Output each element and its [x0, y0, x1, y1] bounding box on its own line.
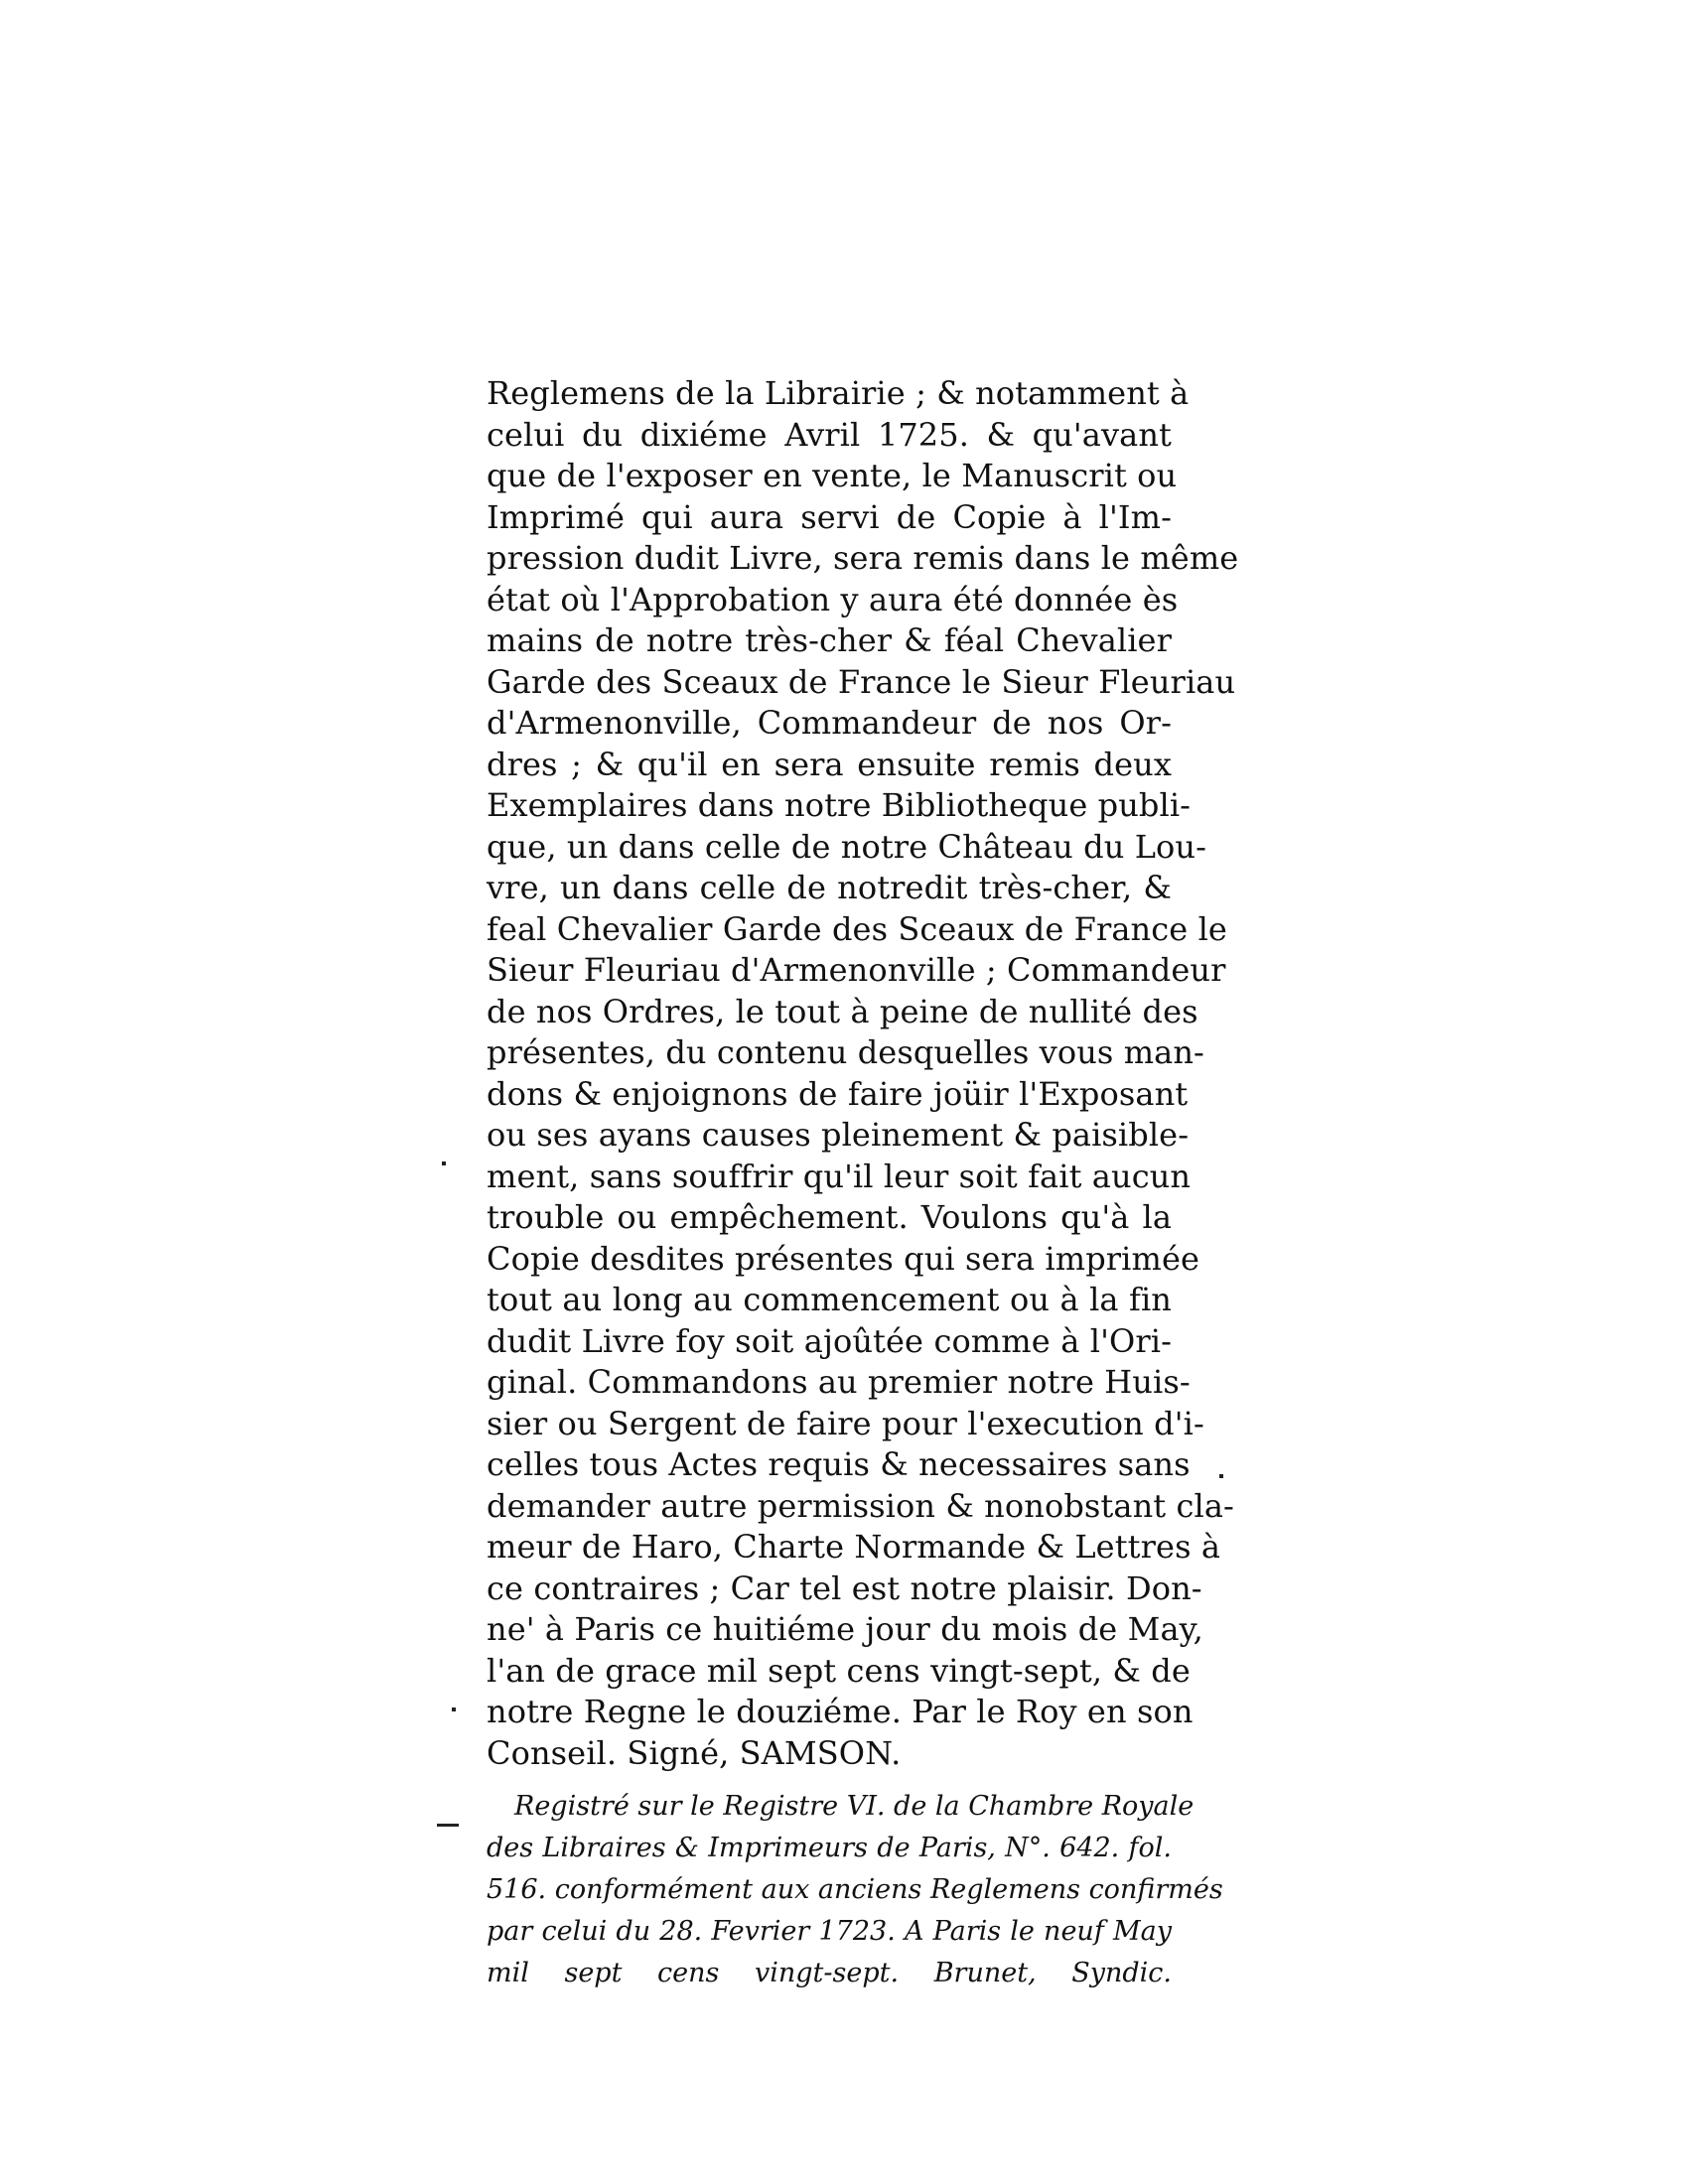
privilege-line: Reglemens de la Librairie ; & notamment à	[487, 374, 1190, 412]
page-speck-mark	[442, 1161, 446, 1165]
privilege-line: Garde des Sceaux de France le Sieur Fleuriau	[487, 662, 1236, 701]
privilege-line: Exemplaires dans notre Bibliotheque publi-	[487, 786, 1192, 824]
privilege-line: présentes, du contenu desquelles vous man-	[487, 1033, 1204, 1071]
registration-line: Registré sur le Registre VI. de la Chambre Royale	[514, 1791, 1195, 1822]
privilege-line: état où l'Approbation y aura été donnée ès	[487, 580, 1179, 618]
privilege-line: meur de Haro, Charte Normande & Lettres à	[487, 1528, 1221, 1566]
registration-line: 516. conformément aux anciens Reglemens confirmés	[487, 1874, 1223, 1905]
registration-line: par celui du 28. Fevrier 1723. A Paris le neuf May	[487, 1916, 1172, 1947]
privilege-line: d'Armenonville, Commandeur de nos Or-	[487, 704, 1172, 742]
page-speck-mark	[1219, 1474, 1223, 1478]
privilege-line: que de l'exposer en vente, le Manuscrit ou	[487, 457, 1178, 494]
privilege-line: de nos Ordres, le tout à peine de nullité des	[487, 992, 1198, 1030]
privilege-line: sier ou Sergent de faire pour l'execution d'i-	[487, 1404, 1204, 1442]
privilege-line: dons & enjoignons de faire joüir l'Exposant	[487, 1074, 1189, 1113]
privilege-line: ne' à Paris ce huitiéme jour du mois de May,	[487, 1610, 1203, 1648]
privilege-line: dres ; & qu'il en sera ensuite remis deux	[487, 745, 1172, 783]
privilege-line: Sieur Fleuriau d'Armenonville ; Commandeur	[487, 951, 1226, 989]
privilege-text-block	[487, 373, 1239, 1994]
privilege-line: ce contraires ; Car tel est notre plaisir. Don-	[487, 1569, 1202, 1607]
privilege-line: vre, un dans celle de notredit très-cher, &	[487, 869, 1172, 906]
registration-line: des Libraires & Imprimeurs de Paris, N°. 642. fol.	[487, 1833, 1172, 1863]
privilege-line: que, un dans celle de notre Château du Lou-	[487, 827, 1207, 866]
privilege-line: trouble ou empêchement. Voulons qu'à la	[487, 1198, 1172, 1236]
page-speck-mark	[452, 1707, 456, 1711]
registration-signature-line: mil sept cens vingt-sept. Brunet, Syndic.	[487, 1958, 1172, 1988]
privilege-line: pression dudit Livre, sera remis dans le même	[487, 539, 1239, 577]
registration-note	[487, 1786, 1223, 1994]
privilege-line: tout au long au commencement ou à la fin	[487, 1281, 1172, 1318]
privilege-line: feal Chevalier Garde des Sceaux de France le	[487, 909, 1227, 948]
privilege-line: celles tous Actes requis & necessaires sans	[487, 1445, 1191, 1483]
privilege-line: demander autre permission & nonobstant cla-	[487, 1486, 1234, 1525]
privilege-line: celui du dixiéme Avril 1725. & qu'avant	[487, 415, 1172, 454]
page-speck-mark	[437, 1824, 459, 1827]
privilege-line: Imprimé qui aura servi de Copie à l'Im-	[487, 497, 1172, 536]
privilege-line: dudit Livre foy soit ajoûtée comme à l'Ori-	[487, 1321, 1172, 1360]
privilege-line: ment, sans souffrir qu'il leur soit fait aucun	[487, 1157, 1192, 1195]
privilege-line: mains de notre très-cher & féal Chevalier	[487, 621, 1172, 659]
privilege-line: l'an de grace mil sept cens vingt-sept, & de	[487, 1651, 1191, 1690]
privilege-line: Copie desdites présentes qui sera imprimée	[487, 1239, 1200, 1278]
privilege-line: ou ses ayans causes pleinement & paisible-	[487, 1116, 1190, 1154]
privilege-signature-line: Conseil. Signé, SAMSON.	[487, 1733, 902, 1772]
privilege-line: ginal. Commandons au premier notre Huis-	[487, 1363, 1191, 1401]
privilege-line: notre Regne le douziéme. Par le Roy en son	[487, 1693, 1194, 1730]
